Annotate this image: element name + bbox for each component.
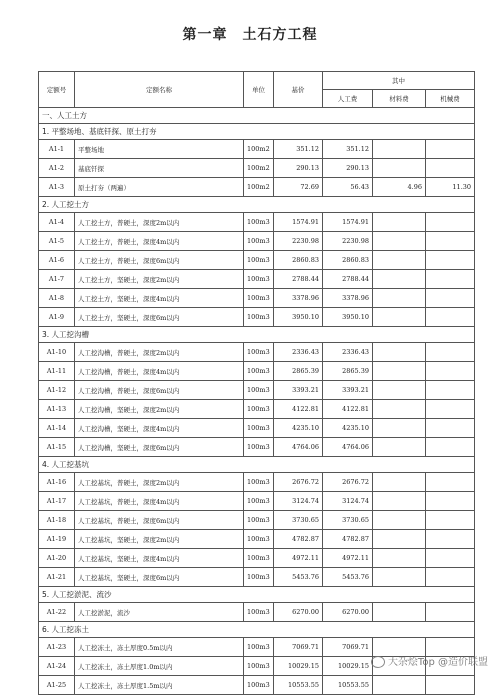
cell-unit: 100m3 xyxy=(244,251,274,270)
cell-unit: 100m3 xyxy=(244,419,274,438)
section-row xyxy=(39,327,475,343)
cell-machine xyxy=(426,676,475,695)
cell-unit: 100m3 xyxy=(244,362,274,381)
cell-material xyxy=(373,213,426,232)
cell-code: A1-20 xyxy=(39,549,75,568)
cell-labor: 3124.74 xyxy=(323,492,373,511)
cell-machine xyxy=(426,362,475,381)
section-row xyxy=(39,197,475,213)
cell-name: 人工挖沟槽，坚硬土，深度4m以内 xyxy=(75,419,244,438)
table-row xyxy=(39,159,475,178)
cell-material xyxy=(373,381,426,400)
cell-machine xyxy=(426,603,475,622)
section-row xyxy=(39,108,475,124)
table-row xyxy=(39,676,475,695)
cell-machine xyxy=(426,511,475,530)
section-title: 1. 平整场地、基底钎探、原土打夯 xyxy=(39,124,475,140)
section-row xyxy=(39,124,475,140)
cell-machine xyxy=(426,400,475,419)
table-row xyxy=(39,381,475,400)
cell-code: A1-11 xyxy=(39,362,75,381)
cell-labor: 1574.91 xyxy=(323,213,373,232)
cell-code: A1-15 xyxy=(39,438,75,457)
cell-machine xyxy=(426,343,475,362)
cell-material xyxy=(373,438,426,457)
cell-labor: 3378.96 xyxy=(323,289,373,308)
cell-base-price: 2788.44 xyxy=(274,270,323,289)
table-row xyxy=(39,232,475,251)
cell-base-price: 2860.83 xyxy=(274,251,323,270)
cell-name: 人工挖淤泥，流沙 xyxy=(75,603,244,622)
cell-unit: 100m2 xyxy=(244,159,274,178)
cell-code: A1-24 xyxy=(39,657,75,676)
cell-labor: 10553.55 xyxy=(323,676,373,695)
cell-name: 人工挖沟槽，普硬土，深度2m以内 xyxy=(75,343,244,362)
cell-material xyxy=(373,289,426,308)
cell-labor: 290.13 xyxy=(323,159,373,178)
cell-labor: 3730.65 xyxy=(323,511,373,530)
cell-base-price: 10553.55 xyxy=(274,676,323,695)
cell-labor: 351.12 xyxy=(323,140,373,159)
cell-labor: 2676.72 xyxy=(323,473,373,492)
cell-material xyxy=(373,400,426,419)
cell-machine xyxy=(426,419,475,438)
header-labor: 人工费 xyxy=(323,90,373,108)
cell-base-price: 6270.00 xyxy=(274,603,323,622)
header-group: 其中 xyxy=(323,72,475,90)
cell-labor: 4764.06 xyxy=(323,438,373,457)
cell-base-price: 3393.21 xyxy=(274,381,323,400)
cell-material xyxy=(373,159,426,178)
table-row xyxy=(39,251,475,270)
cell-name: 人工挖土方，普硬土，深度2m以内 xyxy=(75,213,244,232)
cell-code: A1-6 xyxy=(39,251,75,270)
table-row xyxy=(39,270,475,289)
cell-name: 人工挖沟槽，普硬土，深度4m以内 xyxy=(75,362,244,381)
cell-code: A1-10 xyxy=(39,343,75,362)
cell-unit: 100m3 xyxy=(244,270,274,289)
watermark xyxy=(371,653,488,668)
cell-machine xyxy=(426,159,475,178)
cell-base-price: 3124.74 xyxy=(274,492,323,511)
cell-base-price: 4782.87 xyxy=(274,530,323,549)
cell-material xyxy=(373,140,426,159)
cell-material xyxy=(373,473,426,492)
cell-name: 基底钎探 xyxy=(75,159,244,178)
cell-base-price: 290.13 xyxy=(274,159,323,178)
cell-labor: 2788.44 xyxy=(323,270,373,289)
cell-material xyxy=(373,676,426,695)
table-row xyxy=(39,511,475,530)
cell-machine xyxy=(426,232,475,251)
cell-labor: 4235.10 xyxy=(323,419,373,438)
cell-machine xyxy=(426,308,475,327)
table-row xyxy=(39,308,475,327)
cell-name: 人工挖土方，坚硬土，深度2m以内 xyxy=(75,270,244,289)
cell-material xyxy=(373,270,426,289)
section-title: 5. 人工挖淤泥、流沙 xyxy=(39,587,475,603)
cell-name: 平整场地 xyxy=(75,140,244,159)
cell-code: A1-16 xyxy=(39,473,75,492)
cell-unit: 100m3 xyxy=(244,676,274,695)
cell-code: A1-14 xyxy=(39,419,75,438)
cell-machine xyxy=(426,140,475,159)
cell-name: 人工挖基坑，坚硬土，深度2m以内 xyxy=(75,530,244,549)
cell-material xyxy=(373,232,426,251)
cell-machine xyxy=(426,473,475,492)
cell-material: 4.96 xyxy=(373,178,426,197)
table-row xyxy=(39,178,475,197)
cell-material xyxy=(373,603,426,622)
cell-name: 人工挖沟槽，坚硬土，深度2m以内 xyxy=(75,400,244,419)
cell-machine xyxy=(426,270,475,289)
cell-material xyxy=(373,343,426,362)
cell-code: A1-18 xyxy=(39,511,75,530)
page-title: 第一章 土石方工程 xyxy=(182,27,318,43)
table-row xyxy=(39,603,475,622)
cell-labor: 2336.43 xyxy=(323,343,373,362)
table-row xyxy=(39,362,475,381)
table-row xyxy=(39,530,475,549)
cell-labor: 4972.11 xyxy=(323,549,373,568)
wechat-icon xyxy=(371,656,385,668)
cell-unit: 100m3 xyxy=(244,603,274,622)
cell-base-price: 4764.06 xyxy=(274,438,323,457)
cell-code: A1-1 xyxy=(39,140,75,159)
cell-base-price: 72.69 xyxy=(274,178,323,197)
section-row xyxy=(39,622,475,638)
cell-material xyxy=(373,511,426,530)
cell-code: A1-8 xyxy=(39,289,75,308)
cell-name: 人工挖冻土，冻土厚度1.0m以内 xyxy=(75,657,244,676)
cell-unit: 100m3 xyxy=(244,549,274,568)
cell-code: A1-22 xyxy=(39,603,75,622)
cell-material xyxy=(373,419,426,438)
header-name: 定额名称 xyxy=(75,72,244,108)
cell-name: 人工挖基坑，坚硬土，深度6m以内 xyxy=(75,568,244,587)
cell-code: A1-25 xyxy=(39,676,75,695)
cell-name: 人工挖土方，坚硬土，深度4m以内 xyxy=(75,289,244,308)
quota-table xyxy=(38,71,475,695)
cell-labor: 10029.15 xyxy=(323,657,373,676)
cell-machine xyxy=(426,438,475,457)
cell-code: A1-9 xyxy=(39,308,75,327)
cell-labor: 2230.98 xyxy=(323,232,373,251)
cell-code: A1-23 xyxy=(39,638,75,657)
cell-name: 人工挖土方，普硬土，深度6m以内 xyxy=(75,251,244,270)
section-title: 一、人工土方 xyxy=(39,108,475,124)
table-body xyxy=(39,108,475,695)
table-row xyxy=(39,419,475,438)
cell-unit: 100m3 xyxy=(244,568,274,587)
cell-labor: 4782.87 xyxy=(323,530,373,549)
table-row xyxy=(39,438,475,457)
cell-labor: 6270.00 xyxy=(323,603,373,622)
cell-unit: 100m3 xyxy=(244,400,274,419)
cell-name: 人工挖基坑，普硬土，深度6m以内 xyxy=(75,511,244,530)
cell-unit: 100m3 xyxy=(244,657,274,676)
cell-machine xyxy=(426,549,475,568)
cell-base-price: 351.12 xyxy=(274,140,323,159)
cell-unit: 100m3 xyxy=(244,473,274,492)
cell-base-price: 3950.10 xyxy=(274,308,323,327)
cell-machine: 11.30 xyxy=(426,178,475,197)
cell-labor: 3950.10 xyxy=(323,308,373,327)
cell-base-price: 2230.98 xyxy=(274,232,323,251)
table-row xyxy=(39,289,475,308)
section-title: 2. 人工挖土方 xyxy=(39,197,475,213)
cell-code: A1-5 xyxy=(39,232,75,251)
cell-machine xyxy=(426,289,475,308)
cell-unit: 100m3 xyxy=(244,343,274,362)
cell-name: 人工挖沟槽，普硬土，深度6m以内 xyxy=(75,381,244,400)
section-title: 6. 人工挖冻土 xyxy=(39,622,475,638)
cell-code: A1-4 xyxy=(39,213,75,232)
cell-base-price: 10029.15 xyxy=(274,657,323,676)
cell-unit: 100m2 xyxy=(244,140,274,159)
cell-name: 原土打夯（两遍） xyxy=(75,178,244,197)
table-row xyxy=(39,140,475,159)
cell-code: A1-17 xyxy=(39,492,75,511)
cell-unit: 100m3 xyxy=(244,289,274,308)
cell-code: A1-3 xyxy=(39,178,75,197)
cell-unit: 100m3 xyxy=(244,213,274,232)
cell-material xyxy=(373,568,426,587)
cell-base-price: 2676.72 xyxy=(274,473,323,492)
cell-labor: 2860.83 xyxy=(323,251,373,270)
table-row xyxy=(39,473,475,492)
table-row xyxy=(39,549,475,568)
cell-base-price: 5453.76 xyxy=(274,568,323,587)
cell-machine xyxy=(426,492,475,511)
section-row xyxy=(39,457,475,473)
table-row xyxy=(39,400,475,419)
cell-labor: 5453.76 xyxy=(323,568,373,587)
cell-base-price: 2865.39 xyxy=(274,362,323,381)
header-base-price: 基价 xyxy=(274,72,323,108)
cell-labor: 3393.21 xyxy=(323,381,373,400)
cell-code: A1-19 xyxy=(39,530,75,549)
cell-unit: 100m3 xyxy=(244,308,274,327)
watermark-line2: @造价联盟 xyxy=(438,657,488,668)
header-material: 材料费 xyxy=(373,90,426,108)
cell-material xyxy=(373,492,426,511)
cell-machine xyxy=(426,530,475,549)
cell-name: 人工挖土方，坚硬土，深度6m以内 xyxy=(75,308,244,327)
cell-base-price: 1574.91 xyxy=(274,213,323,232)
cell-material xyxy=(373,549,426,568)
cell-name: 人工挖基坑，坚硬土，深度4m以内 xyxy=(75,549,244,568)
section-row xyxy=(39,587,475,603)
cell-code: A1-21 xyxy=(39,568,75,587)
cell-machine xyxy=(426,568,475,587)
cell-unit: 100m3 xyxy=(244,511,274,530)
cell-code: A1-13 xyxy=(39,400,75,419)
cell-base-price: 4122.81 xyxy=(274,400,323,419)
cell-labor: 4122.81 xyxy=(323,400,373,419)
cell-base-price: 3730.65 xyxy=(274,511,323,530)
cell-name: 人工挖基坑，普硬土，深度4m以内 xyxy=(75,492,244,511)
header-machine: 机械费 xyxy=(426,90,475,108)
cell-name: 人工挖土方，普硬土，深度4m以内 xyxy=(75,232,244,251)
table-row xyxy=(39,343,475,362)
cell-material xyxy=(373,308,426,327)
cell-labor: 7069.71 xyxy=(323,638,373,657)
cell-unit: 100m3 xyxy=(244,530,274,549)
cell-base-price: 2336.43 xyxy=(274,343,323,362)
cell-material xyxy=(373,530,426,549)
cell-name: 人工挖基坑，普硬土，深度2m以内 xyxy=(75,473,244,492)
cell-machine xyxy=(426,213,475,232)
table-row xyxy=(39,492,475,511)
table-header xyxy=(39,72,475,108)
table-row xyxy=(39,213,475,232)
cell-machine xyxy=(426,381,475,400)
cell-name: 人工挖沟槽，坚硬土，深度6m以内 xyxy=(75,438,244,457)
cell-labor: 56.43 xyxy=(323,178,373,197)
cell-labor: 2865.39 xyxy=(323,362,373,381)
table-row xyxy=(39,568,475,587)
cell-unit: 100m3 xyxy=(244,232,274,251)
watermark-line1: 大杂烩Top xyxy=(387,657,435,668)
cell-unit: 100m3 xyxy=(244,438,274,457)
cell-machine xyxy=(426,251,475,270)
cell-base-price: 7069.71 xyxy=(274,638,323,657)
cell-material xyxy=(373,251,426,270)
cell-code: A1-2 xyxy=(39,159,75,178)
cell-material xyxy=(373,362,426,381)
cell-code: A1-7 xyxy=(39,270,75,289)
header-unit: 单位 xyxy=(244,72,274,108)
cell-unit: 100m3 xyxy=(244,381,274,400)
cell-base-price: 4235.10 xyxy=(274,419,323,438)
cell-unit: 100m3 xyxy=(244,638,274,657)
cell-base-price: 3378.96 xyxy=(274,289,323,308)
cell-name: 人工挖冻土，冻土厚度0.5m以内 xyxy=(75,638,244,657)
cell-code: A1-12 xyxy=(39,381,75,400)
cell-base-price: 4972.11 xyxy=(274,549,323,568)
header-code: 定额号 xyxy=(39,72,75,108)
cell-unit: 100m2 xyxy=(244,178,274,197)
cell-name: 人工挖冻土，冻土厚度1.5m以内 xyxy=(75,676,244,695)
section-title: 3. 人工挖沟槽 xyxy=(39,327,475,343)
section-title: 4. 人工挖基坑 xyxy=(39,457,475,473)
cell-unit: 100m3 xyxy=(244,492,274,511)
